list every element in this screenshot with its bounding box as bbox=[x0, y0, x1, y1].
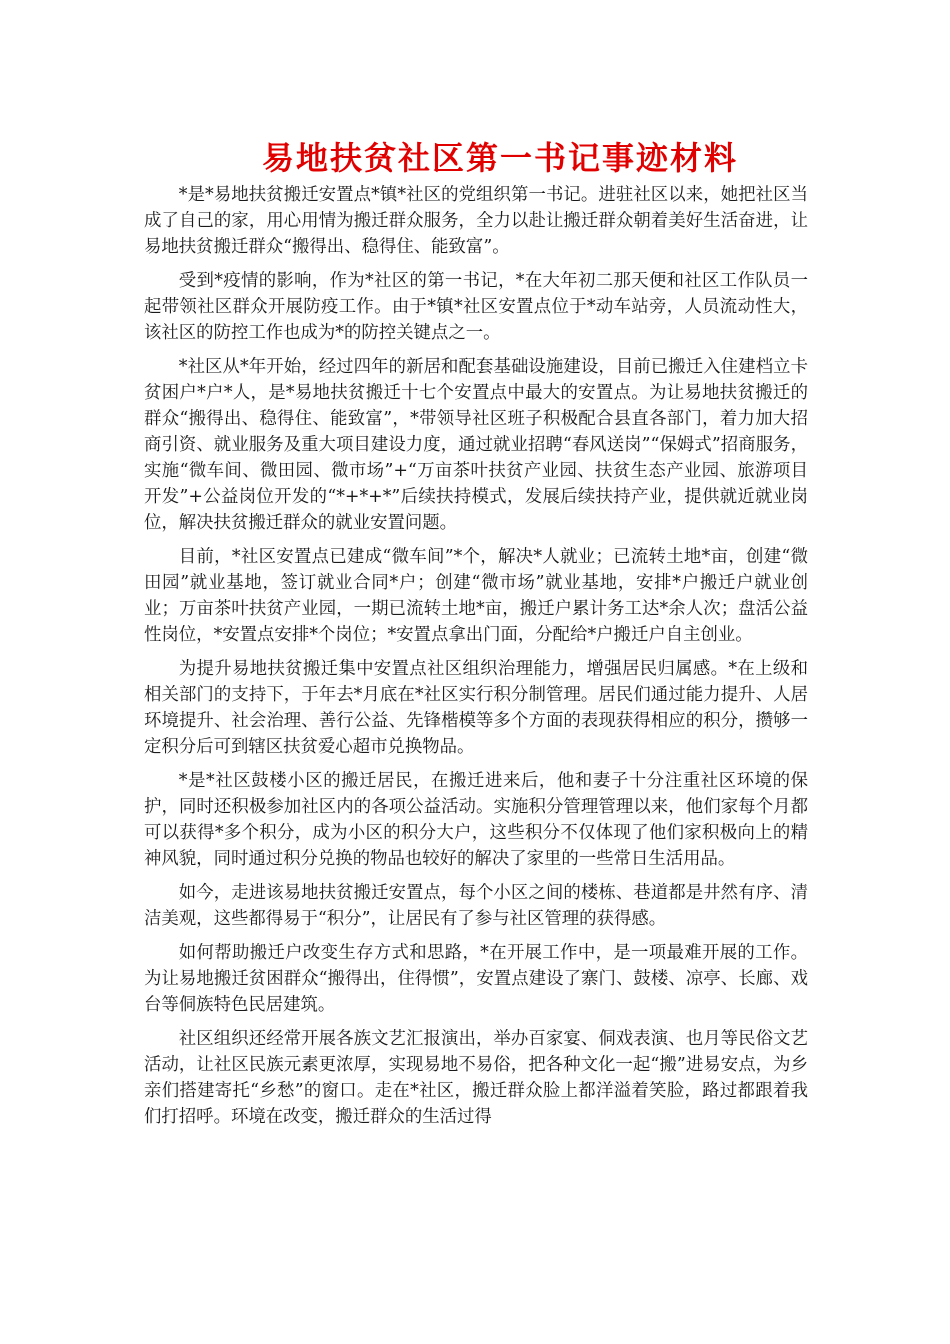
paragraph: *社区从*年开始，经过四年的新居和配套基础设施建设，目前已搬迁入住建档立卡贫困户*户*人，是*易地扶贫搬迁十七个安置点中最大的安置点。为让易地扶贫搬迁的群众“搬得出、稳得住、能致富”，*带领导社区班子积极配合县直各部门，着力加大招商引资、就业服务及重大项目建设力度，通过就业招聘“春风送岗”“保姆式”招商服务，实施“微车间、微田园、微市场”+“万亩茶叶扶贫产业园、扶贫生态产业园、旅游项目开发”+公益岗位开发的“*+*+*”后续扶持模式，发展后续扶持产业，提供就近就业岗位，解决扶贫搬迁群众的就业安置问题。 bbox=[144, 357, 808, 533]
paragraph: 如何帮助搬迁户改变生存方式和思路，*在开展工作中，是一项最难开展的工作。为让易地搬迁贫困群众“搬得出，住得惯”，安置点建设了寨门、鼓楼、凉亭、长廊、戏台等侗族特色民居建筑。 bbox=[144, 943, 808, 1015]
document-title: 易地扶贫社区第一书记事迹材料 bbox=[261, 139, 738, 177]
paragraph: 社区组织还经常开展各族文艺汇报演出，举办百家宴、侗戏表演、也月等民俗文艺活动，让社区民族元素更浓厚，实现易地不易俗，把各种文化一起“搬”进易安点，为乡亲们搭建寄托“乡愁”的窗口。走在*社区，搬迁群众脸上都洋溢着笑脸，路过都跟着我们打招呼。环境在改变，搬迁群众的生活过得 bbox=[144, 1029, 808, 1127]
paragraph: 目前，*社区安置点已建成“微车间”*个，解决*人就业；已流转土地*亩，创建“微田园”就业基地，签订就业合同*户；创建“微市场”就业基地，安排*户搬迁户就业创业；万亩茶叶扶贫产业园，一期已流转土地*亩，搬迁户累计务工达*余人次；盘活公益性岗位，*安置点安排*个岗位；*安置点拿出门面，分配给*户搬迁户自主创业。 bbox=[144, 547, 808, 645]
document-body bbox=[144, 182, 808, 1138]
paragraph: 为提升易地扶贫搬迁集中安置点社区组织治理能力，增强居民归属感。*在上级和相关部门的支持下，于年去*月底在*社区实行积分制管理。居民们通过能力提升、人居环境提升、社会治理、善行公益、先锋楷模等多个方面的表现获得相应的积分，攒够一定积分后可到辖区扶贫爱心超市兑换物品。 bbox=[144, 659, 808, 757]
paragraph: 如今，走进该易地扶贫搬迁安置点，每个小区之间的楼栋、巷道都是井然有序、清洁美观，这些都得易于“积分”，让居民有了参与社区管理的获得感。 bbox=[144, 883, 808, 929]
paragraph: *是*社区鼓楼小区的搬迁居民，在搬迁进来后，他和妻子十分注重社区环境的保护，同时还积极参加社区内的各项公益活动。实施积分管理管理以来，他们家每个月都可以获得*多个积分，成为小区的积分大户，这些积分不仅体现了他们家积极向上的精神风貌，同时通过积分兑换的物品也较好的解决了家里的一些常日生活用品。 bbox=[144, 771, 808, 869]
paragraph: 受到*疫情的影响，作为*社区的第一书记，*在大年初二那天便和社区工作队员一起带领社区群众开展防疫工作。由于*镇*社区安置点位于*动车站旁，人员流动性大，该社区的防控工作也成为*的防控关键点之一。 bbox=[144, 271, 808, 343]
paragraph: *是*易地扶贫搬迁安置点*镇*社区的党组织第一书记。进驻社区以来，她把社区当成了自己的家，用心用情为搬迁群众服务，全力以赴让搬迁群众朝着美好生活奋进，让易地扶贫搬迁群众“搬得出、稳得住、能致富”。 bbox=[144, 185, 808, 257]
